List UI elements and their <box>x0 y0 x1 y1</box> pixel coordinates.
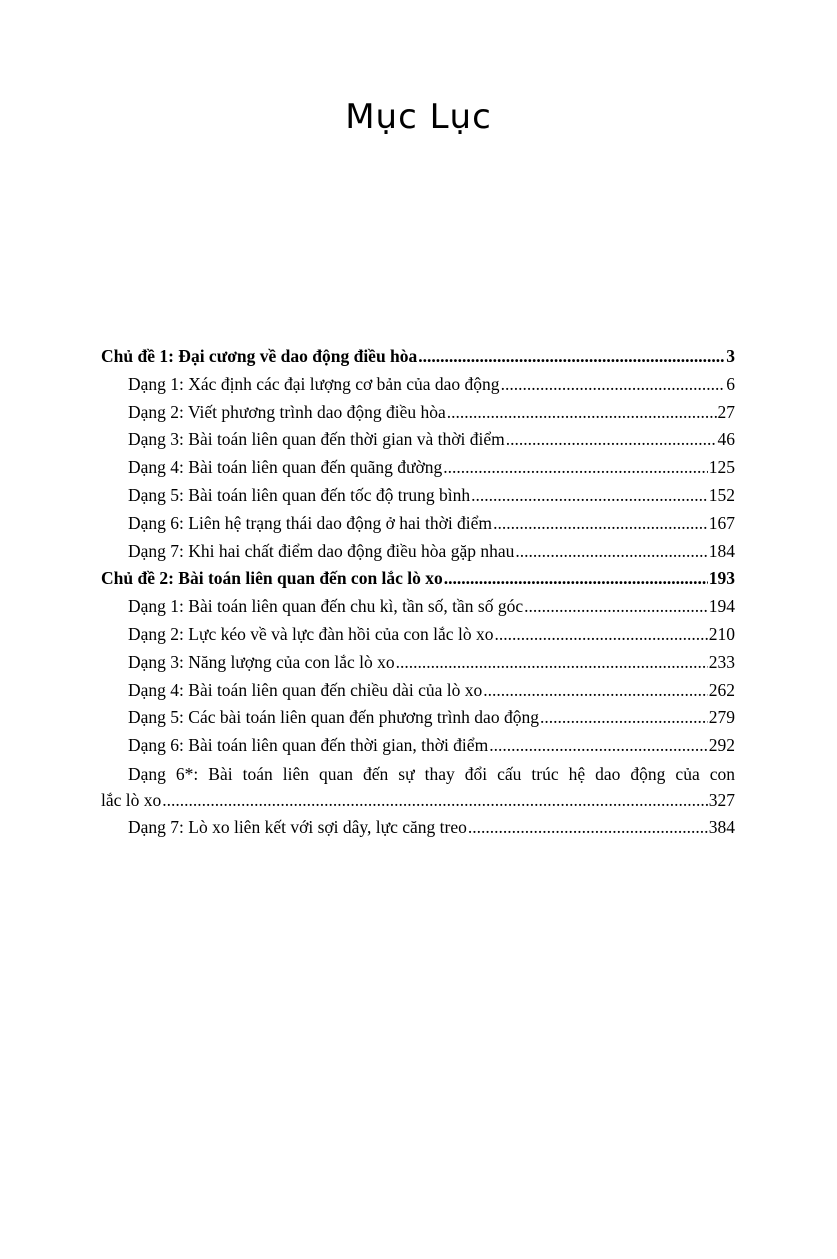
toc-page-number: 184 <box>708 540 735 561</box>
toc-section-1-5[interactable] <box>101 482 735 510</box>
toc-page-number: 262 <box>708 679 735 700</box>
toc-page-number: 27 <box>717 401 735 422</box>
toc-entry-text: Dạng 6: Bài toán liên quan đến thời gian, thời điểm <box>128 735 489 756</box>
toc-section-2-6-star[interactable] <box>101 760 735 814</box>
toc-page-number: 193 <box>708 568 735 589</box>
toc-entry-text: Dạng 2: Viết phương trình dao động điều hòa <box>128 401 446 422</box>
toc-entry-text: Dạng 5: Bài toán liên quan đến tốc độ trung bình <box>128 484 471 505</box>
toc-entry-text: Dạng 1: Bài toán liên quan đến chu kì, tần số, tần số góc <box>128 596 524 617</box>
toc-page-number: 384 <box>708 816 735 837</box>
toc-entry-text: Dạng 3: Năng lượng của con lắc lò xo <box>128 651 395 672</box>
toc-entry-text: Dạng 1: Xác định các đại lượng cơ bản của dao động <box>128 373 500 394</box>
toc-page-number: 194 <box>708 596 735 617</box>
toc-dot-leader <box>447 399 717 427</box>
toc-page-number: 152 <box>708 484 735 505</box>
toc-dot-leader <box>489 732 708 760</box>
toc-dot-leader <box>540 704 708 732</box>
toc-entry-text: Dạng 4: Bài toán liên quan đến chiều dài của lò xo <box>128 679 483 700</box>
toc-entry-text: Dạng 7: Khi hai chất điểm dao động điều hòa gặp nhau <box>128 540 515 561</box>
toc-entry-text-line-2: lắc lò xo <box>101 789 162 810</box>
toc-page-number: 125 <box>708 457 735 478</box>
toc-section-2-2[interactable] <box>101 621 735 649</box>
toc-entry-text: Dạng 4: Bài toán liên quan đến quãng đường <box>128 457 443 478</box>
page-title: Mục Lục <box>345 97 492 137</box>
toc-section-2-5[interactable] <box>101 704 735 732</box>
toc-dot-leader <box>443 454 708 482</box>
toc-entry-text: Dạng 7: Lò xo liên kết với sợi dây, lực căng treo <box>128 816 467 837</box>
toc-entry-text-line-1: Dạng 6*: Bài toán liên quan đến sự thay đổi cấu trúc hệ dao động của con <box>128 763 735 784</box>
toc-page-number: 279 <box>708 707 735 728</box>
toc-dot-leader <box>494 621 707 649</box>
toc-section-2-4[interactable] <box>101 677 735 705</box>
toc-dot-leader <box>418 343 725 371</box>
toc-dot-leader <box>483 677 707 705</box>
toc-page-number: 6 <box>726 373 735 394</box>
toc-dot-leader <box>524 593 708 621</box>
toc-chapter-2[interactable] <box>101 565 735 593</box>
toc-dot-leader <box>471 482 708 510</box>
toc-dot-leader <box>506 426 717 454</box>
toc-page-number: 327 <box>708 789 735 810</box>
toc-section-2-6[interactable] <box>101 732 735 760</box>
toc-entry-text: Chủ đề 1: Đại cương về dao động điều hòa <box>101 346 418 366</box>
toc-entry-text: Dạng 2: Lực kéo về và lực đàn hồi của con lắc lò xo <box>128 623 494 644</box>
toc-section-1-7[interactable] <box>101 538 735 566</box>
toc-dot-leader <box>515 538 707 566</box>
toc-section-1-3[interactable] <box>101 426 735 454</box>
toc-page-number: 292 <box>708 735 735 756</box>
toc-entry-text: Dạng 6: Liên hệ trạng thái dao động ở hai thời điểm <box>128 512 493 533</box>
toc-dot-leader <box>396 649 708 677</box>
toc-section-1-6[interactable] <box>101 510 735 538</box>
toc-section-2-3[interactable] <box>101 649 735 677</box>
toc-entry-text: Dạng 3: Bài toán liên quan đến thời gian và thời điểm <box>128 429 505 450</box>
toc-page-number: 167 <box>708 512 735 533</box>
toc-page-number: 233 <box>708 651 735 672</box>
toc-chapter-1[interactable] <box>101 343 735 371</box>
toc-page-number: 210 <box>708 623 735 644</box>
toc-section-1-2[interactable] <box>101 399 735 427</box>
toc-dot-leader <box>493 510 708 538</box>
toc-page-number: 46 <box>717 429 735 450</box>
table-of-contents <box>101 343 735 842</box>
toc-section-1-4[interactable] <box>101 454 735 482</box>
toc-section-2-7[interactable] <box>101 814 735 842</box>
toc-dot-leader <box>444 565 708 593</box>
toc-entry-text: Dạng 5: Các bài toán liên quan đến phương trình dao động <box>128 707 539 728</box>
toc-entry-text: Chủ đề 2: Bài toán liên quan đến con lắc lò xo <box>101 568 443 589</box>
toc-dot-leader <box>501 371 726 399</box>
toc-dot-leader <box>468 814 708 842</box>
toc-page-number: 3 <box>726 346 735 366</box>
toc-dot-leader <box>162 787 707 813</box>
toc-section-1-1[interactable] <box>101 371 735 399</box>
toc-section-2-1[interactable] <box>101 593 735 621</box>
